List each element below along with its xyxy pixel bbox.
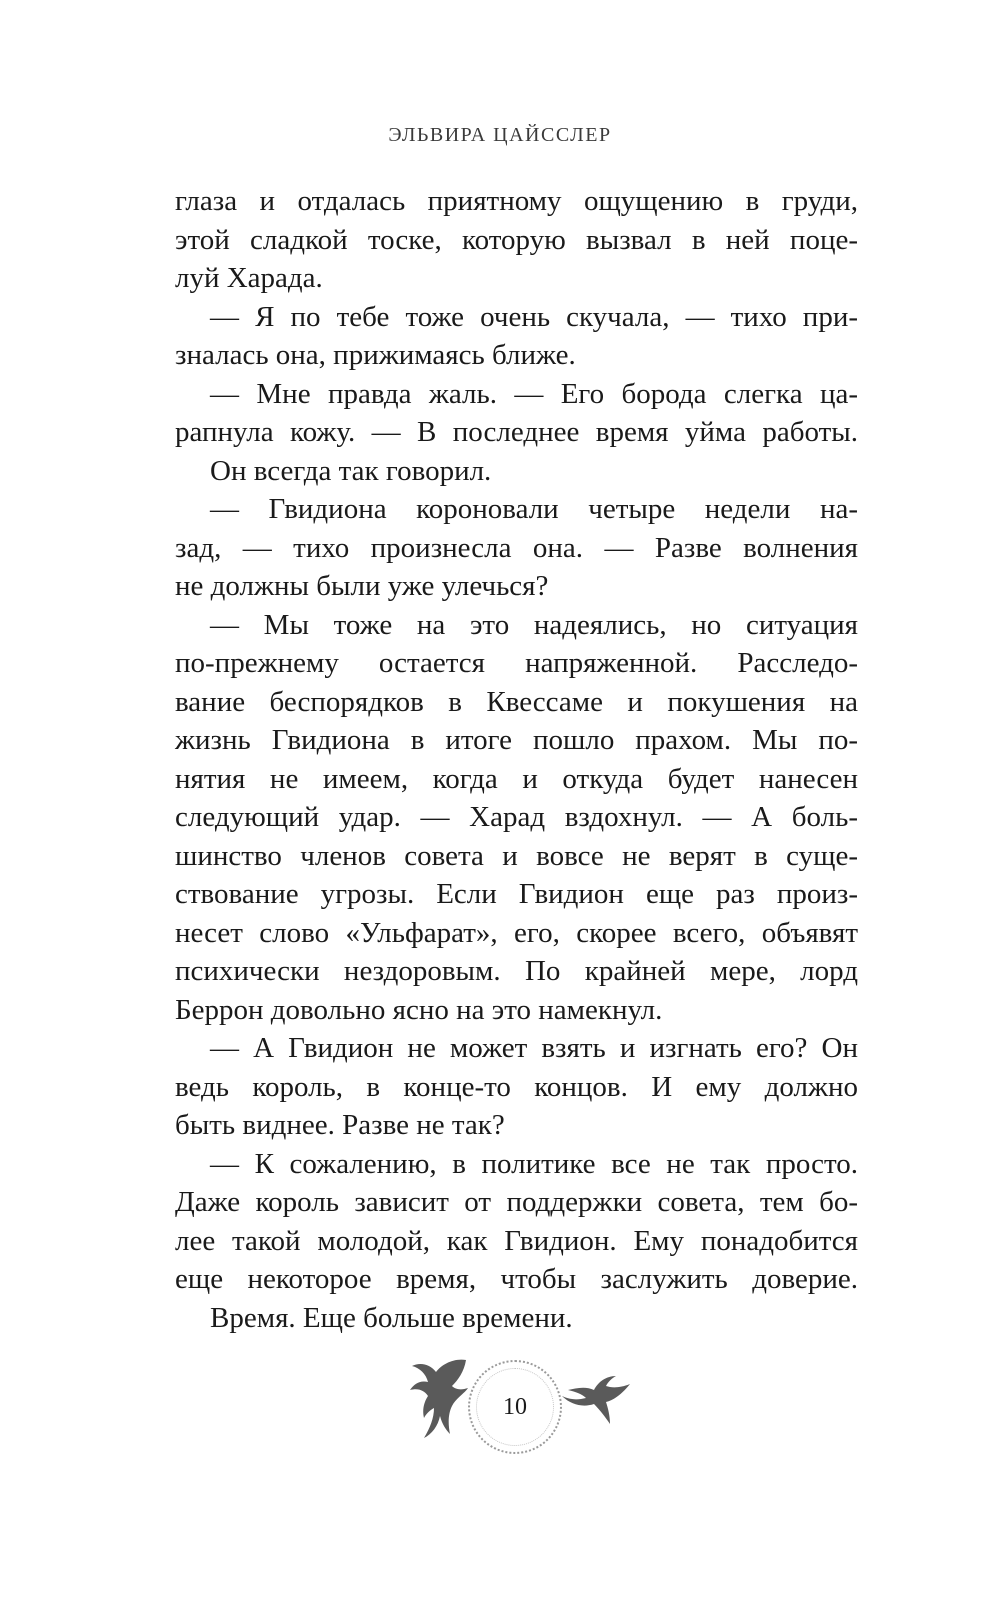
text-line: луй Харада. [175, 262, 323, 294]
text-line: Время. Еще больше времени. [210, 1301, 573, 1334]
page-footer [0, 1352, 1000, 1462]
text-line: зналась она, прижимаясь ближе. [175, 339, 576, 371]
text-line: ведь король, в конце-то концов. И ему должно [175, 1070, 858, 1103]
text-line: ствование угрозы. Если Гвидион еще раз произ- [175, 878, 858, 910]
text-line: еще некоторое время, чтобы заслужить доверие. [175, 1263, 858, 1295]
text-line: жизнь Гвидиона в итоге пошло прахом. Мы по- [175, 724, 858, 756]
text-line: — Мне правда жаль. — Его борода слегка ца- [210, 377, 858, 410]
text-line: несет слово «Ульфарат», его, скорее всего, объявят [175, 916, 858, 949]
text-line: шинство членов совета и вовсе не верят в суще- [175, 839, 858, 872]
running-head: ЭЛЬВИРА ЦАЙССЛЕР [388, 124, 612, 146]
text-line: глаза и отдалась приятному ощущению в груди, [175, 185, 858, 217]
page-body-text [175, 182, 858, 1337]
text-line: этой сладкой тоске, которую вызвал в ней поце- [175, 223, 858, 256]
text-line: нятия не имеем, когда и откуда будет нанесен [175, 762, 858, 795]
text-line: лее такой молодой, как Гвидион. Ему понадобится [175, 1224, 858, 1257]
page-number-badge [468, 1360, 562, 1454]
text-line: Беррон довольно ясно на это намекнул. [175, 993, 663, 1026]
text-line: быть виднее. Разве не так? [175, 1109, 505, 1141]
text-line: — Мы тоже на это надеялись, но ситуация [210, 608, 858, 641]
bird-silhouette-icon [406, 1354, 472, 1450]
text-line: не должны были уже улечься? [175, 570, 549, 602]
text-line: рапнула кожу. — В последнее время уйма работы. [175, 416, 858, 448]
text-line: зад, — тихо произнесла она. — Разве волнения [175, 531, 858, 564]
text-line: — К сожалению, в политике все не так просто. [210, 1147, 858, 1180]
text-line: — А Гвидион не может взять и изгнать его? Он [210, 1032, 858, 1064]
text-line: психически нездоровым. По крайней мере, лорд [175, 955, 858, 987]
text-line: Даже король зависит от поддержки совета, тем бо- [175, 1186, 858, 1218]
text-line: следующий удар. — Харад вздохнул. — А боль- [175, 801, 858, 833]
text-line: Он всегда так говорил. [210, 454, 492, 487]
bird-silhouette-icon [560, 1374, 632, 1426]
text-line: — Я по тебе тоже очень скучала, — тихо при- [210, 300, 858, 333]
text-line: по-прежнему остается напряженной. Расследо- [175, 647, 858, 679]
page-number: 10 [503, 1393, 527, 1420]
text-line: вание беспорядков в Квессаме и покушения на [175, 685, 858, 718]
text-line: — Гвидиона короновали четыре недели на- [210, 493, 858, 525]
